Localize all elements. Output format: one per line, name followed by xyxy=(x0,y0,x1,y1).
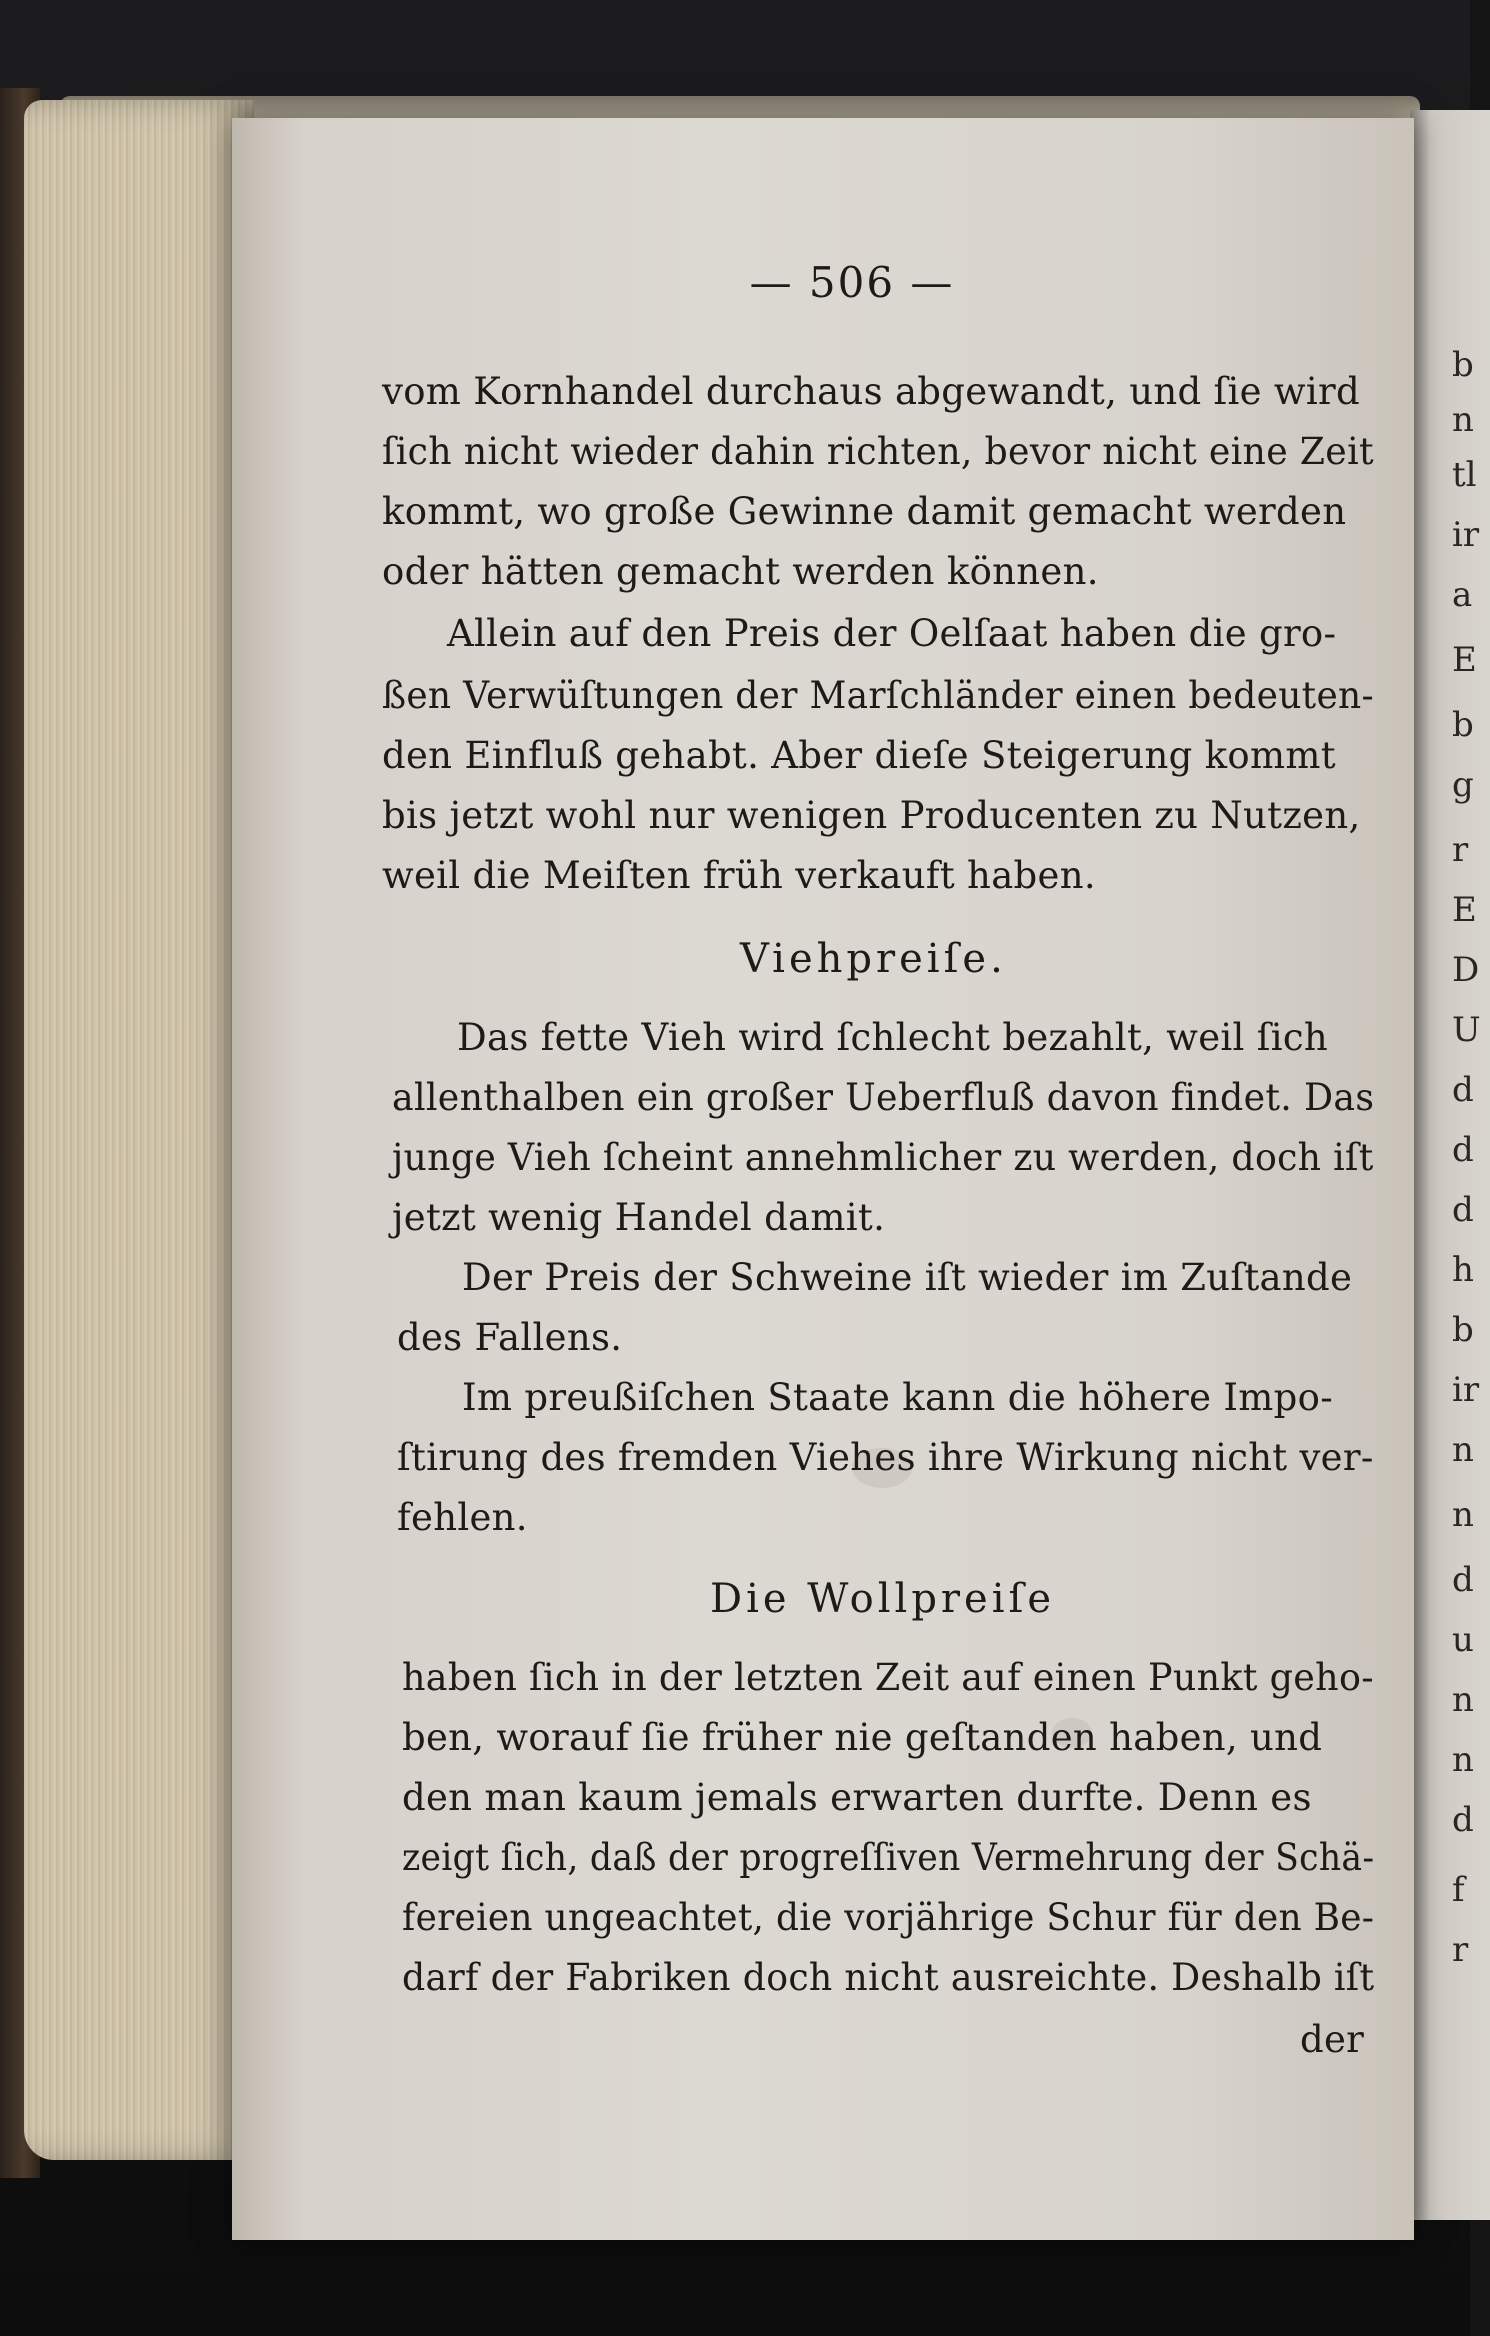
section-heading: Die Wollpreiſe xyxy=(710,1576,1055,1622)
right-page-glyph: d xyxy=(1452,1800,1474,1840)
right-page-glyph: d xyxy=(1452,1070,1474,1110)
text-line: fereien ungeachtet, die vorjährige Schur für den Be- xyxy=(402,1896,1375,1939)
text-line: Allein auf den Preis der Oelſaat haben die gro- xyxy=(447,612,1337,655)
right-page-glyph: n xyxy=(1452,1430,1474,1470)
right-page-glyph: n xyxy=(1452,1680,1474,1720)
right-page-glyph: U xyxy=(1452,1010,1481,1050)
text-line: bis jetzt wohl nur wenigen Producenten zu Nutzen, xyxy=(382,794,1361,837)
right-page-glyph: d xyxy=(1452,1190,1474,1230)
section-heading: Viehpreiſe. xyxy=(740,936,1007,982)
right-page-glyph: n xyxy=(1452,1495,1474,1535)
right-page-glyph: r xyxy=(1452,1930,1469,1970)
right-page-glyph: b xyxy=(1452,1310,1474,1350)
right-page-glyph: E xyxy=(1452,890,1477,930)
right-page-glyph: ir xyxy=(1452,1370,1480,1410)
text-line: Der Preis der Schweine iſt wieder im Zuſtande xyxy=(462,1256,1353,1299)
text-line: ben, worauf ſie früher nie geſtanden haben, und xyxy=(402,1716,1323,1759)
right-page-glyph: r xyxy=(1452,830,1469,870)
text-line: darf der Fabriken doch nicht ausreichte. Deshalb iſt xyxy=(402,1956,1375,1999)
text-line: vom Kornhandel durchaus abgewandt, und ſie wird xyxy=(382,370,1360,413)
text-line: weil die Meiſten früh verkauft haben. xyxy=(382,854,1096,897)
page-number: — 506 — xyxy=(749,258,955,307)
right-page-glyph: n xyxy=(1452,1740,1474,1780)
right-page-glyph: d xyxy=(1452,1560,1474,1600)
text-line: jetzt wenig Handel damit. xyxy=(392,1196,886,1239)
text-line: kommt, wo große Gewinne damit gemacht werden xyxy=(382,490,1347,533)
text-line: ſtirung des fremden Viehes ihre Wirkung nicht ver- xyxy=(397,1436,1374,1479)
text-line: Das fette Vieh wird ſchlecht bezahlt, weil ſich xyxy=(457,1016,1329,1059)
text-line: allenthalben ein großer Ueberfluß davon findet. Das xyxy=(392,1076,1375,1119)
right-page-glyph: g xyxy=(1452,765,1474,805)
page-edges xyxy=(24,100,254,2160)
text-line: den man kaum jemals erwarten durfte. Denn es xyxy=(402,1776,1312,1819)
text-line: zeigt ſich, daß der progreſſiven Vermehrung der Schä- xyxy=(402,1836,1375,1879)
right-page-glyph: b xyxy=(1452,705,1474,745)
text-line: ſich nicht wieder dahin richten, bevor nicht eine Zeit xyxy=(382,430,1374,473)
text-line: Im preußiſchen Staate kann die höhere Impo- xyxy=(462,1376,1334,1419)
right-page-glyph: D xyxy=(1452,950,1480,990)
right-page-glyph: d xyxy=(1452,1130,1474,1170)
text-line: haben ſich in der letzten Zeit auf einen Punkt geho- xyxy=(402,1656,1374,1699)
right-page-glyph: tl xyxy=(1452,455,1477,495)
right-page-glyph: b xyxy=(1452,345,1474,385)
text-line: junge Vieh ſcheint annehmlicher zu werden, doch iſt xyxy=(392,1136,1374,1179)
right-page-glyph: a xyxy=(1452,575,1473,615)
text-line: des Fallens. xyxy=(397,1316,623,1359)
catchword: der xyxy=(1300,2018,1365,2061)
text-line: fehlen. xyxy=(397,1496,528,1539)
right-page-glyph: n xyxy=(1452,400,1474,440)
right-page xyxy=(1410,110,1490,2220)
right-page-glyph: f xyxy=(1452,1870,1465,1910)
text-line: oder hätten gemacht werden können. xyxy=(382,550,1099,593)
text-line: den Einfluß gehabt. Aber dieſe Steigerung kommt xyxy=(382,734,1336,777)
right-page-glyph: ir xyxy=(1452,515,1480,555)
text-line: ßen Verwüſtungen der Marſchländer einen bedeuten- xyxy=(382,674,1374,717)
right-page-glyph: h xyxy=(1452,1250,1474,1290)
book-page xyxy=(232,118,1414,2240)
right-page-glyph: E xyxy=(1452,640,1477,680)
right-page-glyph: u xyxy=(1452,1620,1474,1660)
